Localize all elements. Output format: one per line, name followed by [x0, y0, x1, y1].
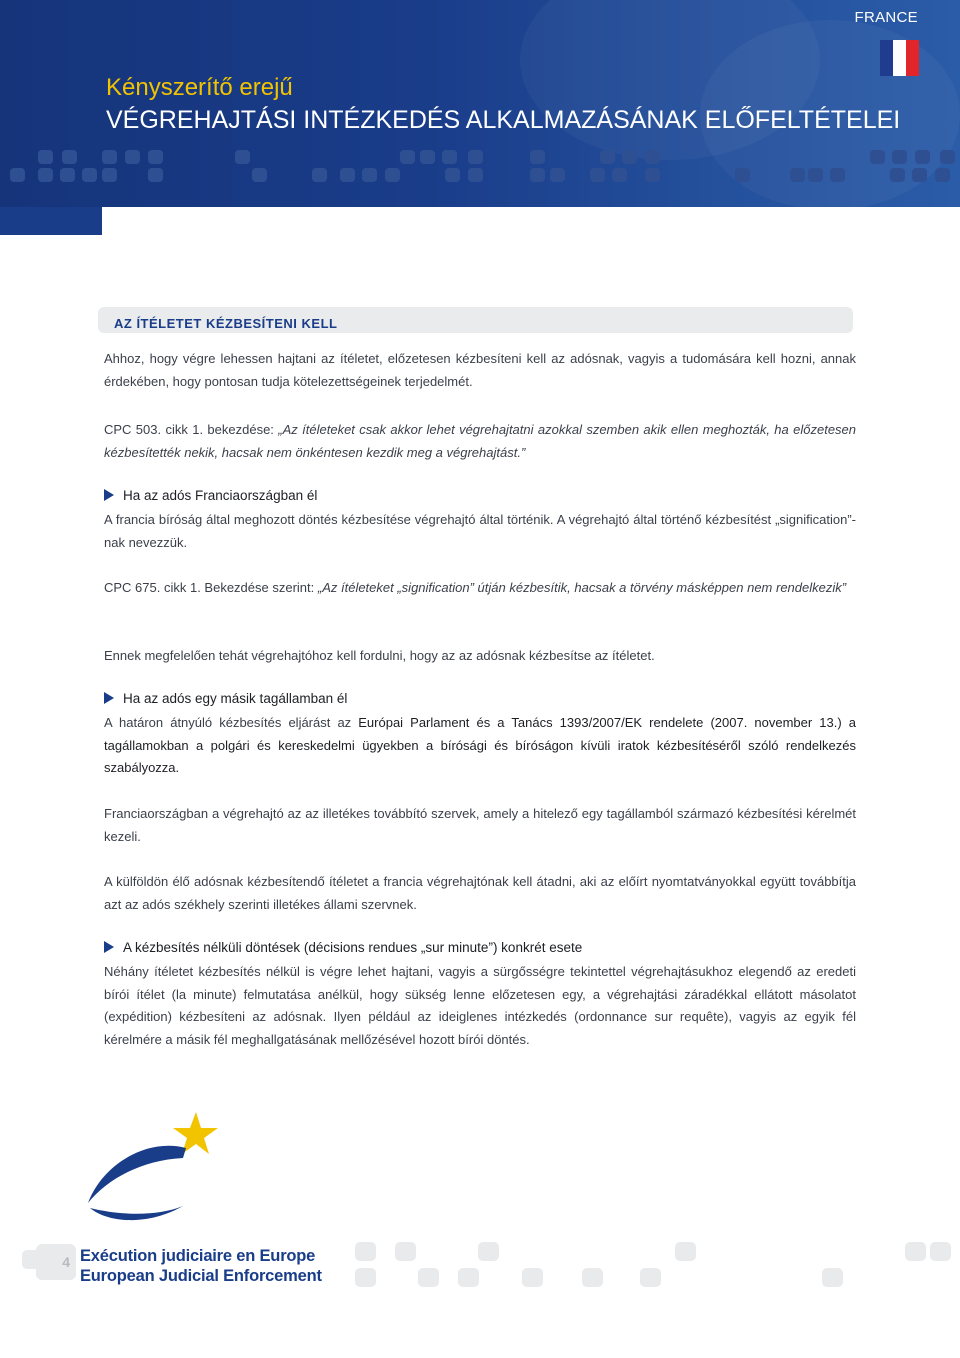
- cpc675-quote: „Az ítéleteket „signification” útján kézbesítik, hacsak a törvény másképpen nem rendelkezik”: [317, 580, 847, 595]
- decorative-dot: [522, 1268, 543, 1287]
- decorative-dot: [235, 150, 250, 164]
- decorative-dot: [102, 168, 117, 182]
- page-title-line1: Kényszerítő erejű: [106, 74, 293, 101]
- decorative-dot: [590, 168, 605, 182]
- eje-logo-icon: [78, 1108, 218, 1238]
- decorative-dot: [62, 150, 77, 164]
- paragraph-sur-minute: Néhány ítéletet kézbesítés nélkül is végre lehet hajtani, vagyis a sürgősségre tekintettel végrehajtásukhoz elegendő az eredeti bírói ítélet (la minute) felmutatása anélkül, hogy sükség lenne előzetesen egy, a végrehajtási záradékkal ellátott másolatot (expédition) kézbesíteni az adósnak. Ilyen például az ideiglenes intézkedés (ordonnance sur requête), vagyis az egyik fél kérelmére a másik fél meghallgatásának mellőzésével hozott bírói döntés.: [104, 964, 856, 1047]
- decorative-dot: [10, 168, 25, 182]
- decorative-dot: [395, 1242, 416, 1261]
- decorative-dot: [385, 168, 400, 182]
- arrow-right-icon: [104, 692, 114, 704]
- decorative-dot: [458, 1268, 479, 1287]
- decorative-dot: [612, 168, 627, 182]
- decorative-dot: [125, 150, 140, 164]
- decorative-dot: [935, 168, 950, 182]
- decorative-dot: [312, 168, 327, 182]
- decorative-dot: [355, 1268, 376, 1287]
- decorative-dot: [622, 150, 637, 164]
- header-tab: [0, 207, 102, 235]
- paragraph-cpc675: [104, 577, 856, 600]
- section-title: AZ ÍTÉLETET KÉZBESÍTENI KELL: [114, 316, 338, 331]
- paragraph-intro: Ahhoz, hogy végre lehessen hajtani az ítéletet, előzetesen kézbesíteni kell az adósnak, vagyis a tudomására kell hozni, annak érdekében, hogy pontosan tudja kötelezettségeinek terjedelmét.: [104, 351, 856, 389]
- decorative-dot: [822, 1268, 843, 1287]
- decorative-dot: [550, 168, 565, 182]
- decorative-dot: [735, 168, 750, 182]
- subheading-other-member-state-label: Ha az adós egy másik tagállamban él: [123, 691, 348, 706]
- regulation-reference: Európai Parlament és a Tanács 1393/2007/EK rendelete (2007. november 13.) a tagállamokban a polgári és kereskedelmi ügyekben a bírósági és bíróságon kívüli iratok kézbesítéséről szóló rendelkezés szabályozza.: [104, 715, 856, 775]
- paragraph-signification: A francia bíróság által meghozott döntés kézbesítése végrehajtó által történik. A végrehajtó által történő kézbesítést „signification”-nak nevezzük.: [104, 512, 856, 550]
- decorative-dot: [468, 168, 483, 182]
- decorative-dot: [442, 150, 457, 164]
- subheading-other-member-state: [104, 691, 347, 706]
- decorative-dot: [830, 168, 845, 182]
- decorative-dot: [60, 168, 75, 182]
- decorative-dot: [912, 168, 927, 182]
- decorative-dot: [102, 150, 117, 164]
- page-number: 4: [36, 1244, 76, 1280]
- decorative-dot: [675, 1242, 696, 1261]
- logo-line-english: European Judicial Enforcement: [80, 1267, 322, 1285]
- decorative-dot: [38, 150, 53, 164]
- decorative-dot: [82, 168, 97, 182]
- regulation-prefix: A határon átnyúló kézbesítés eljárást az: [104, 715, 359, 730]
- arrow-right-icon: [104, 941, 114, 953]
- decorative-dot: [645, 168, 660, 182]
- decorative-dots: [0, 150, 960, 190]
- header-banner: [0, 0, 960, 207]
- subheading-france: [104, 488, 317, 503]
- decorative-dot: [915, 150, 930, 164]
- decorative-dot: [892, 150, 907, 164]
- decorative-dot: [870, 150, 885, 164]
- arrow-right-icon: [104, 489, 114, 501]
- decorative-dot: [905, 1242, 926, 1261]
- decorative-dot: [400, 150, 415, 164]
- paragraph-regulation: [104, 712, 856, 780]
- decorative-dot: [790, 168, 805, 182]
- subheading-france-label: Ha az adós Franciaországban él: [123, 488, 318, 503]
- country-label: FRANCE: [854, 9, 918, 26]
- decorative-dot: [940, 150, 955, 164]
- decorative-dot: [148, 150, 163, 164]
- cpc503-quote: „Az ítéleteket csak akkor lehet végrehajtatni azokkal szemben akik ellen meghozták, ha előzetesen kézbesítették nekik, hacsak nem önkéntesen kezdik meg a végrehajtást.”: [104, 422, 857, 460]
- paragraph-bailiff: Ennek megfelelően tehát végrehajtóhoz kell fordulni, hogy az az adósnak kézbesítse az ítéletet.: [104, 648, 655, 663]
- decorative-dot: [148, 168, 163, 182]
- decorative-dot: [530, 150, 545, 164]
- subheading-sur-minute-label: A kézbesítés nélküli döntések (décisions rendues „sur minute”) konkrét esete: [123, 940, 583, 955]
- france-flag-icon: [880, 40, 919, 76]
- page-title-line2: VÉGREHAJTÁSI INTÉZKEDÉS ALKALMAZÁSÁNAK ELŐFELTÉTELEI: [106, 106, 901, 134]
- decorative-dot: [418, 1268, 439, 1287]
- decorative-dot: [355, 1242, 376, 1261]
- decorative-dot: [252, 168, 267, 182]
- decorative-dot: [930, 1242, 951, 1261]
- paragraph-transmitting-agency: Franciaországban a végrehajtó az az illetékes továbbító szervek, amely a hitelező egy tagállamból származó kézbesítési kérelmét kezeli.: [104, 806, 856, 844]
- decorative-dot: [340, 168, 355, 182]
- decorative-dot: [478, 1242, 499, 1261]
- paragraph-cpc503: [104, 419, 856, 464]
- decorative-dot: [645, 150, 660, 164]
- decorative-dot: [600, 150, 615, 164]
- decorative-dot: [445, 168, 460, 182]
- logo-line-french: Exécution judiciaire en Europe: [80, 1247, 316, 1265]
- decorative-dot: [38, 168, 53, 182]
- decorative-dot: [890, 168, 905, 182]
- cpc675-reference: CPC 675. cikk 1. Bekezdése szerint:: [104, 580, 318, 595]
- paragraph-foreign-debtor: A külföldön élő adósnak kézbesítendő ítéletet a francia végrehajtónak kell átadni, aki az előírt nyomtatványokkal együtt továbbítja azt az adós székhely szerinti illetékes állami szervnek.: [104, 874, 856, 912]
- cpc503-reference: CPC 503. cikk 1. bekezdése:: [104, 422, 279, 437]
- decorative-dot: [468, 150, 483, 164]
- decorative-dot: [420, 150, 435, 164]
- decorative-dot: [362, 168, 377, 182]
- subheading-sur-minute: [104, 940, 582, 955]
- decorative-dot: [640, 1268, 661, 1287]
- logo-text: [80, 1246, 322, 1286]
- decorative-dot: [582, 1268, 603, 1287]
- decorative-dot: [808, 168, 823, 182]
- decorative-dot: [530, 168, 545, 182]
